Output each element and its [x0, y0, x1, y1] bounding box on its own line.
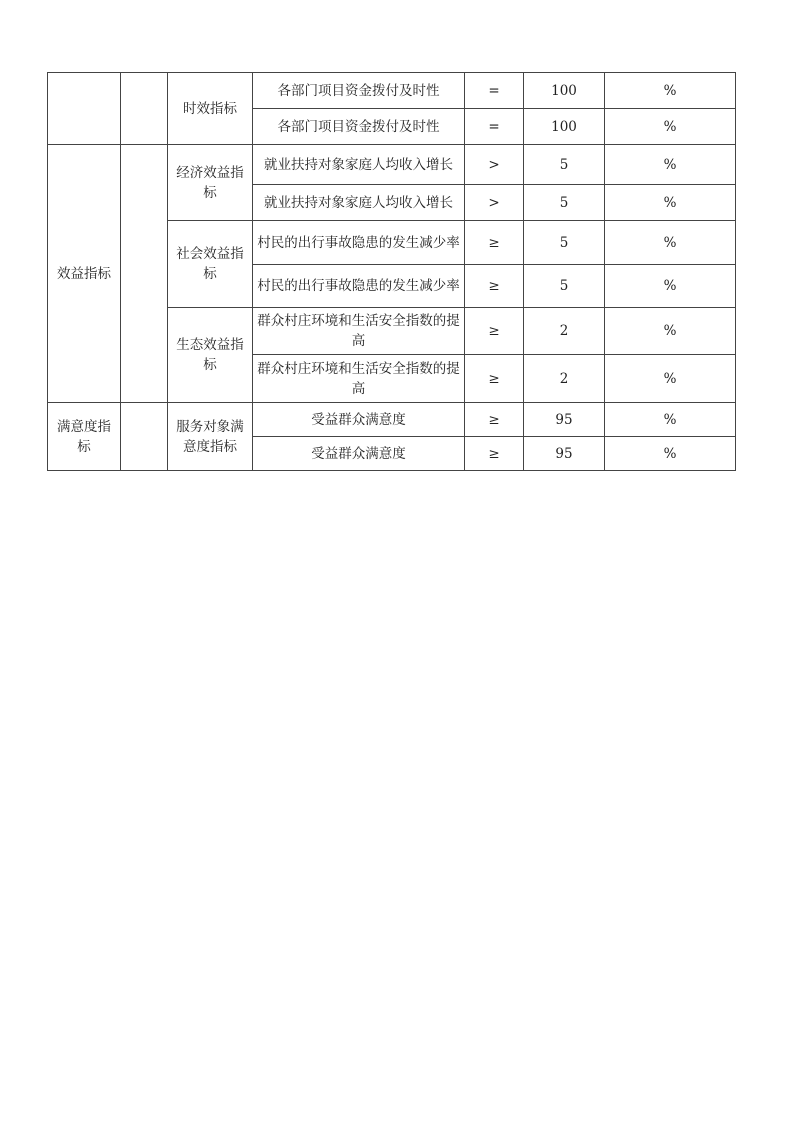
target-value-cell: 95 — [524, 437, 605, 471]
unit-cell: % — [605, 221, 736, 265]
unit-cell: % — [605, 265, 736, 308]
target-value-cell: 100 — [524, 73, 605, 109]
level3-cell: 服务对象满意度指标 — [168, 403, 253, 471]
target-value-cell: 5 — [524, 145, 605, 185]
unit-cell: % — [605, 403, 736, 437]
performance-indicator-table — [47, 72, 736, 471]
unit-cell: % — [605, 73, 736, 109]
level3-cell: 经济效益指标 — [168, 145, 253, 221]
level2-cell — [121, 403, 168, 471]
operator-cell: ≥ — [465, 265, 524, 308]
target-value-cell: 2 — [524, 308, 605, 355]
indicator-name-cell: 群众村庄环境和生活安全指数的提高 — [253, 308, 465, 355]
operator-cell: ≥ — [465, 403, 524, 437]
unit-cell: % — [605, 308, 736, 355]
unit-cell: % — [605, 145, 736, 185]
indicator-name-cell: 就业扶持对象家庭人均收入增长 — [253, 145, 465, 185]
target-value-cell: 95 — [524, 403, 605, 437]
unit-cell: % — [605, 437, 736, 471]
level2-cell — [121, 145, 168, 403]
level3-cell: 时效指标 — [168, 73, 253, 145]
indicator-name-cell: 群众村庄环境和生活安全指数的提高 — [253, 355, 465, 403]
indicator-name-cell: 各部门项目资金拨付及时性 — [253, 73, 465, 109]
table-row — [48, 145, 736, 185]
level1-cell — [48, 73, 121, 145]
target-value-cell: 100 — [524, 109, 605, 145]
target-value-cell: 5 — [524, 265, 605, 308]
unit-cell: % — [605, 185, 736, 221]
level1-cell: 满意度指标 — [48, 403, 121, 471]
unit-cell: % — [605, 109, 736, 145]
target-value-cell: 5 — [524, 221, 605, 265]
unit-cell: % — [605, 355, 736, 403]
indicator-name-cell: 受益群众满意度 — [253, 403, 465, 437]
operator-cell: ≥ — [465, 437, 524, 471]
operator-cell: ≥ — [465, 221, 524, 265]
operator-cell: > — [465, 185, 524, 221]
level2-cell — [121, 73, 168, 145]
indicator-name-cell: 就业扶持对象家庭人均收入增长 — [253, 185, 465, 221]
indicator-name-cell: 村民的出行事故隐患的发生减少率 — [253, 221, 465, 265]
target-value-cell: 5 — [524, 185, 605, 221]
table-row — [48, 403, 736, 437]
operator-cell: > — [465, 145, 524, 185]
level1-cell: 效益指标 — [48, 145, 121, 403]
indicator-name-cell: 受益群众满意度 — [253, 437, 465, 471]
indicator-name-cell: 村民的出行事故隐患的发生减少率 — [253, 265, 465, 308]
operator-cell: ≥ — [465, 355, 524, 403]
level3-cell: 生态效益指标 — [168, 308, 253, 403]
operator-cell: ≥ — [465, 308, 524, 355]
indicator-name-cell: 各部门项目资金拨付及时性 — [253, 109, 465, 145]
operator-cell: = — [465, 73, 524, 109]
operator-cell: = — [465, 109, 524, 145]
target-value-cell: 2 — [524, 355, 605, 403]
level3-cell: 社会效益指标 — [168, 221, 253, 308]
table-row — [48, 73, 736, 109]
